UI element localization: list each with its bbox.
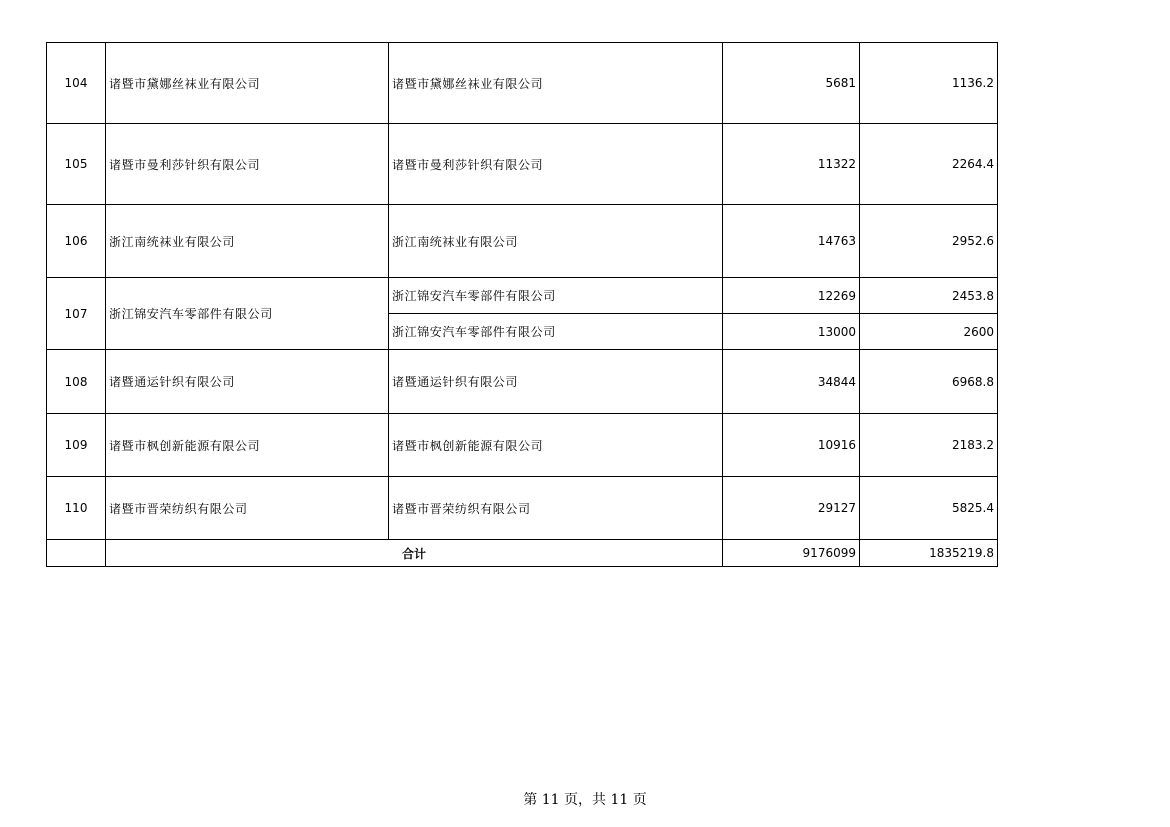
table-row — [47, 205, 998, 278]
value-2: 5825.4 — [860, 477, 998, 540]
company-name: 诸暨市晋荣纺织有限公司 — [106, 477, 389, 540]
total-empty-cell — [47, 540, 106, 567]
sub-company-name: 诸暨市曼利莎针织有限公司 — [389, 124, 723, 205]
value-1: 12269 — [723, 278, 860, 314]
page-footer: 第 11 页，共 11 页 — [523, 792, 647, 808]
table-row — [47, 477, 998, 540]
value-2: 2952.6 — [860, 205, 998, 278]
row-number: 109 — [47, 414, 106, 477]
row-number: 107 — [47, 278, 106, 350]
value-1: 29127 — [723, 477, 860, 540]
company-name: 诸暨市枫创新能源有限公司 — [106, 414, 389, 477]
table-row — [47, 124, 998, 205]
table-row — [47, 414, 998, 477]
value-2: 2453.8 — [860, 278, 998, 314]
table-row — [47, 278, 998, 314]
sub-company-name: 诸暨市晋荣纺织有限公司 — [389, 477, 723, 540]
data-table — [46, 42, 998, 567]
total-row — [47, 540, 998, 567]
sub-company-name: 浙江南统袜业有限公司 — [389, 205, 723, 278]
value-2: 2264.4 — [860, 124, 998, 205]
value-2: 1136.2 — [860, 43, 998, 124]
value-2: 2183.2 — [860, 414, 998, 477]
row-number: 108 — [47, 350, 106, 414]
value-2: 2600 — [860, 314, 998, 350]
table-row — [47, 43, 998, 124]
sub-company-name: 诸暨通运针织有限公司 — [389, 350, 723, 414]
value-2: 6968.8 — [860, 350, 998, 414]
total-value-1: 9176099 — [723, 540, 860, 567]
table-row — [47, 350, 998, 414]
row-number: 105 — [47, 124, 106, 205]
row-number: 106 — [47, 205, 106, 278]
value-1: 5681 — [723, 43, 860, 124]
company-name: 诸暨市曼利莎针织有限公司 — [106, 124, 389, 205]
row-number: 104 — [47, 43, 106, 124]
company-name: 诸暨通运针织有限公司 — [106, 350, 389, 414]
sub-company-name: 浙江锦安汽车零部件有限公司 — [389, 278, 723, 314]
total-value-2: 1835219.8 — [860, 540, 998, 567]
sub-company-name: 诸暨市黛娜丝袜业有限公司 — [389, 43, 723, 124]
row-number: 110 — [47, 477, 106, 540]
value-1: 10916 — [723, 414, 860, 477]
sub-company-name: 诸暨市枫创新能源有限公司 — [389, 414, 723, 477]
sub-company-name: 浙江锦安汽车零部件有限公司 — [389, 314, 723, 350]
value-1: 34844 — [723, 350, 860, 414]
company-name: 浙江锦安汽车零部件有限公司 — [106, 278, 389, 350]
value-1: 11322 — [723, 124, 860, 205]
company-name: 浙江南统袜业有限公司 — [106, 205, 389, 278]
company-name: 诸暨市黛娜丝袜业有限公司 — [106, 43, 389, 124]
value-1: 14763 — [723, 205, 860, 278]
total-label: 合计 — [106, 540, 723, 567]
value-1: 13000 — [723, 314, 860, 350]
